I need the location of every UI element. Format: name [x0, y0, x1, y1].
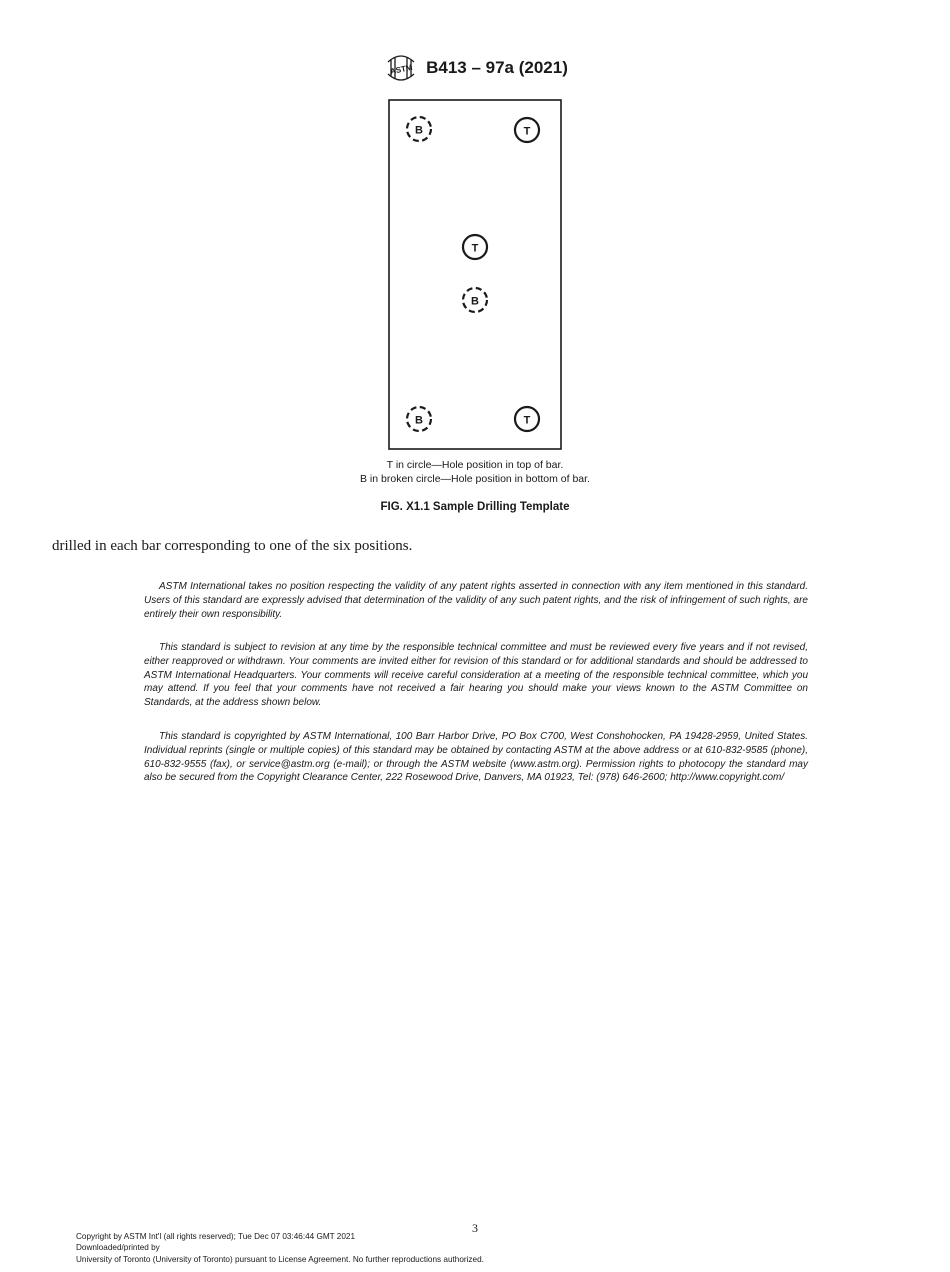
marker-label-b: B: [415, 124, 423, 137]
drilling-template-figure: [385, 96, 565, 454]
figure-legend-top: T in circle—Hole position in top of bar.: [386, 459, 564, 471]
footer-line-downloaded: Downloaded/printed by: [76, 1243, 160, 1253]
hole-bottom-top-left: [407, 117, 431, 141]
copyright-notice: This standard is copyrighted by ASTM International, 100 Barr Harbor Drive, PO Box C700, West Conshohocken, PA 19428-2959, United States. Individual reprints (single or multiple copies) of this standard may be obtained by contacting ASTM at the above address or at 610-832-9585 (phone), 610-832-9555 (fax), or service@astm.org (e-mail); or through the ASTM website (www.astm.org). Permission rights to photocopy the standard may also be secured from the Copyright Clearance Center, 222 Rosewood Drive, Danvers, MA 01923, Tel: (978) 646-2600; http://www.copyright.com/: [144, 731, 808, 784]
marker-label-t: T: [523, 414, 531, 427]
patent-notice: ASTM International takes no position respecting the validity of any patent rights asserted in connection with any item mentioned in this standard. Users of this standard are expressly advised that determination of the validity of any such patent rights, and the risk of infringement of such rights, are entirely their own responsibility.: [144, 581, 808, 620]
hole-bottom-center: [463, 288, 487, 312]
marker-label-t: T: [471, 242, 479, 255]
hole-top-top-right: [515, 118, 539, 142]
hole-top-bottom-right: [515, 407, 539, 431]
document-designation: B413 – 97a (2021): [426, 58, 568, 77]
revision-notice: This standard is subject to revision at any time by the responsible technical committee and must be reviewed every five years and if not revised, either reapproved or withdrawn. Your comments are invited either for revision of this standard or for additional standards and should be addressed to ASTM International Headquarters. Your comments will receive careful consideration at a meeting of the responsible technical committee, which you may attend. If you feel that your comments have not received a fair hearing you should make your views known to the ASTM Committee on Standards, at the address shown below.: [144, 642, 808, 709]
hole-bottom-bottom-left: [407, 407, 431, 431]
bar-outline: [389, 100, 561, 449]
body-paragraph: drilled in each bar corresponding to one of the six positions.: [52, 538, 413, 554]
page-number: 3: [472, 1221, 478, 1235]
marker-label-b: B: [471, 295, 479, 308]
logo-lettering: ASTM: [389, 62, 414, 77]
marker-label-b: B: [415, 414, 423, 427]
download-footer: [76, 1231, 484, 1265]
footer-line-license: University of Toronto (University of Toronto) pursuant to License Agreement. No further reproductions authorized.: [76, 1254, 484, 1264]
figure-legend-bottom: B in broken circle—Hole position in bottom of bar.: [360, 473, 590, 485]
footer-line-copyright: Copyright by ASTM Int'l (all rights reserved); Tue Dec 07 03:46:44 GMT 2021: [76, 1232, 356, 1241]
hole-top-center: [463, 235, 487, 259]
astm-logo: [382, 52, 420, 84]
page-header: [0, 52, 950, 89]
figure-caption: FIG. X1.1 Sample Drilling Template: [380, 501, 570, 513]
marker-label-t: T: [523, 125, 531, 138]
